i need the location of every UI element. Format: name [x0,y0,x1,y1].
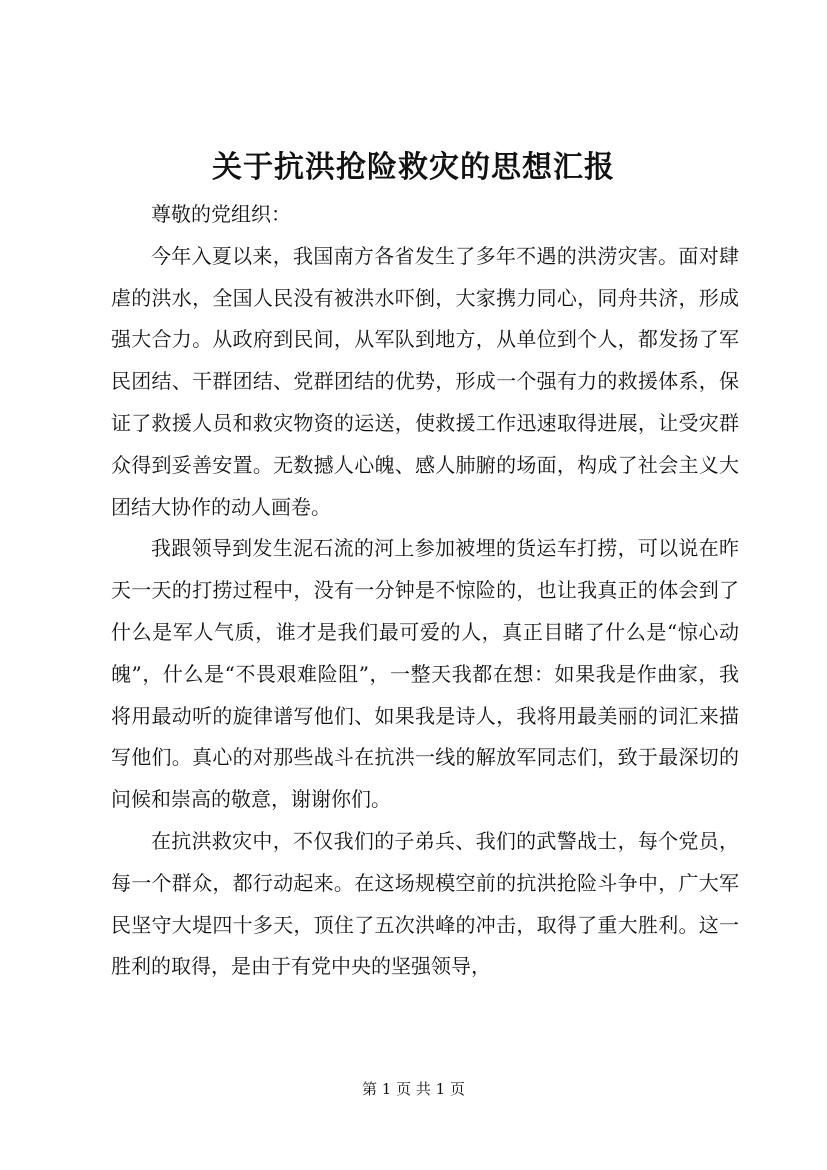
paragraph-3: 在抗洪救灾中，不仅我们的子弟兵、我们的武警战士，每个党员，每一个群众，都行动起来。在这场规模空前的抗洪抢险斗争中，广大军民坚守大堤四十多天，顶住了五次洪峰的冲击，取得了重大胜利。这一胜利的取得，是由于有党中央的坚强领导， [111,828,739,979]
page-footer: 第 1 页 共 1 页 [362,1080,465,1098]
document-title: 关于抗洪抢险救灾的思想汇报 [212,150,615,185]
paragraph-1: 今年入夏以来，我国南方各省发生了多年不遇的洪涝灾害。面对肆虐的洪水，全国人民没有被洪水吓倒，大家携力同心，同舟共济，形成强大合力。从政府到民间，从军队到地方，从单位到个人，都发扬了军民团结、干群团结、党群团结的优势，形成一个强有力的救援体系，保证了救援人员和救灾物资的运送，使救援工作迅速取得进展，让受灾群众得到妥善安置。无数撼人心魄、感人肺腑的场面，构成了社会主义大团结大协作的动人画卷。 [111,243,739,519]
paragraph-2: 我跟领导到发生泥石流的河上参加被埋的货运车打捞，可以说在昨天一天的打捞过程中，没有一分钟是不惊险的，也让我真正的体会到了什么是军人气质，谁才是我们最可爱的人，真正目睹了什么是“惊心动魄”，什么是“不畏艰难险阻”，一整天我都在想：如果我是作曲家，我将用最动听的旋律谱写他们、如果我是诗人，我将用最美丽的词汇来描写他们。真心的对那些战斗在抗洪一线的解放军同志们，致于最深切的问候和崇高的敬意，谢谢你们。 [111,536,739,812]
document-body [111,194,739,988]
salutation: 尊敬的党组织： [151,202,291,226]
